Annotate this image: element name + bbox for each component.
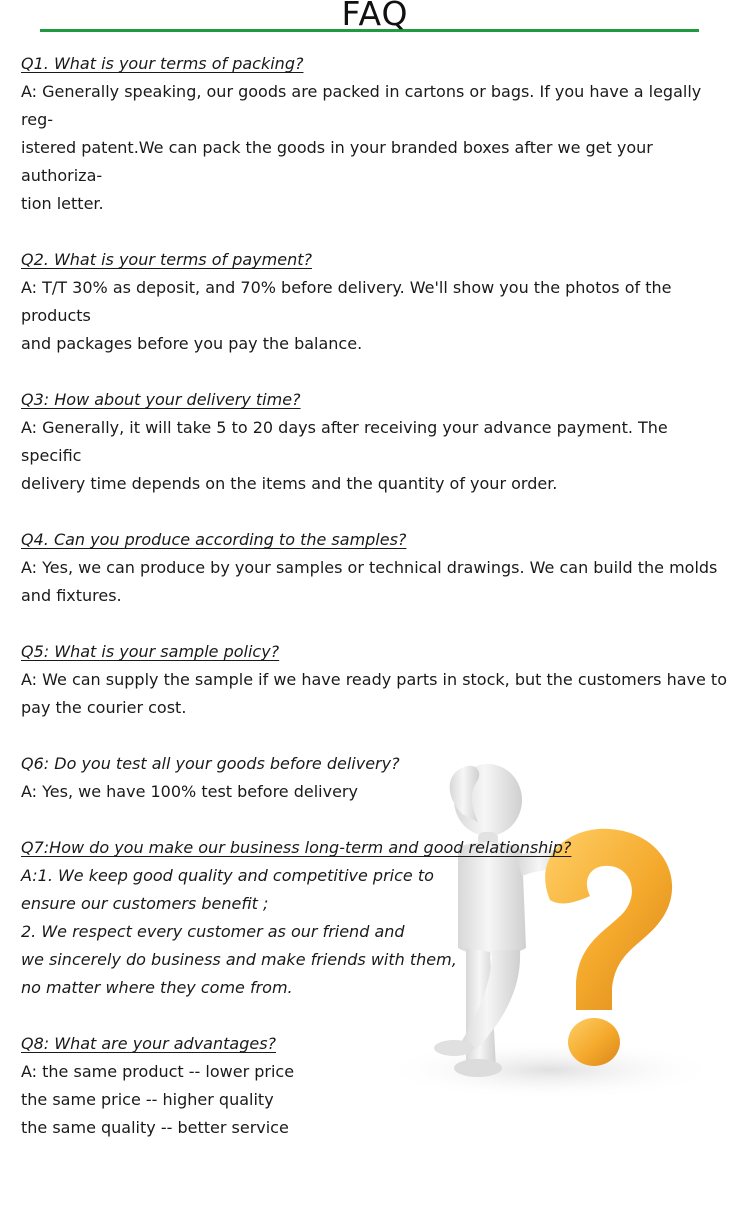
- faq-answer: [21, 554, 733, 610]
- faq-answer: [21, 1058, 733, 1142]
- answer-line: we sincerely do business and make friends with them,: [21, 950, 457, 969]
- answer-line: no matter where they come from.: [21, 978, 293, 997]
- faq-question: Q6: Do you test all your goods before delivery?: [21, 754, 400, 773]
- faq-answer: [21, 414, 733, 498]
- faq-answer: [21, 274, 733, 358]
- faq-question: Q8: What are your advantages?: [21, 1034, 277, 1053]
- answer-line: and fixtures.: [21, 586, 122, 605]
- answer-line: A: Yes, we have 100% test before delivery: [21, 782, 358, 801]
- faq-question: Q1. What is your terms of packing?: [21, 54, 304, 73]
- faq-answer: [21, 778, 733, 806]
- answer-line: tion letter.: [21, 194, 104, 213]
- faq-item-1: [21, 50, 733, 218]
- answer-line: A: Generally, it will take 5 to 20 days after receiving your advance payment. The specific: [21, 418, 668, 465]
- faq-item-5: [21, 638, 733, 722]
- faq-answer: [21, 862, 733, 1002]
- faq-question: Q4. Can you produce according to the samples?: [21, 530, 407, 549]
- faq-answer: [21, 78, 733, 218]
- answer-line: pay the courier cost.: [21, 698, 187, 717]
- faq-question: Q5: What is your sample policy?: [21, 642, 280, 661]
- faq-answer: [21, 666, 733, 722]
- faq-item-8: [21, 1030, 733, 1142]
- faq-question: Q3: How about your delivery time?: [21, 390, 301, 409]
- faq-question: Q7:How do you make our business long-term and good relationship?: [21, 838, 572, 857]
- faq-item-4: [21, 526, 733, 610]
- answer-line: ensure our customers benefit ;: [21, 894, 269, 913]
- page-title: FAQ: [341, 0, 409, 33]
- answer-line: istered patent.We can pack the goods in your branded boxes after we get your authoriza-: [21, 138, 653, 185]
- answer-line: A: Yes, we can produce by your samples or technical drawings. We can build the molds: [21, 558, 718, 577]
- faq-header: [0, 0, 750, 40]
- answer-line: A: Generally speaking, our goods are packed in cartons or bags. If you have a legally reg-: [21, 82, 702, 129]
- answer-line: A: the same product -- lower price: [21, 1062, 295, 1081]
- answer-line: delivery time depends on the items and the quantity of your order.: [21, 474, 558, 493]
- faq-item-6: [21, 750, 733, 806]
- faq-list: [21, 50, 733, 1170]
- answer-line: the same price -- higher quality: [21, 1090, 274, 1109]
- faq-item-7: [21, 834, 733, 1002]
- faq-item-3: [21, 386, 733, 498]
- answer-line: A:1. We keep good quality and competitive price to: [21, 866, 434, 885]
- answer-line: and packages before you pay the balance.: [21, 334, 363, 353]
- faq-question: Q2. What is your terms of payment?: [21, 250, 312, 269]
- answer-line: A: T/T 30% as deposit, and 70% before delivery. We'll show you the photos of the products: [21, 278, 672, 325]
- faq-item-2: [21, 246, 733, 358]
- answer-line: 2. We respect every customer as our friend and: [21, 922, 405, 941]
- answer-line: A: We can supply the sample if we have ready parts in stock, but the customers have to: [21, 670, 727, 689]
- answer-line: the same quality -- better service: [21, 1118, 289, 1137]
